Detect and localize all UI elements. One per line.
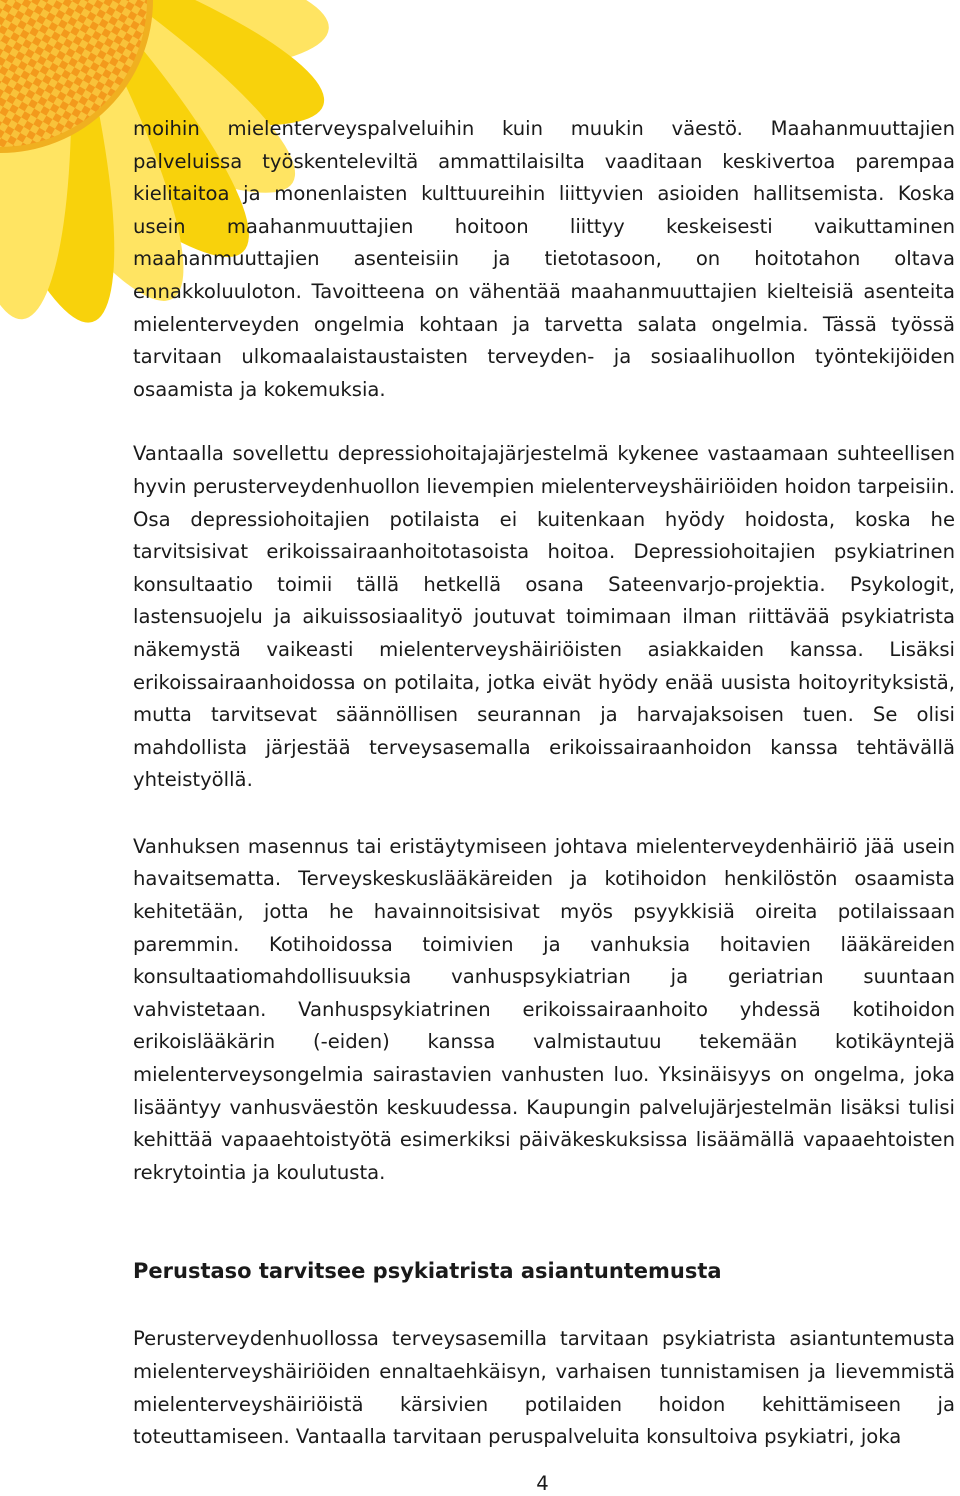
paragraph-basic-level: Perusterveydenhuollossa terveysasemilla tarvitaan psykiatrista asiantuntemusta mielenterveyshäiriöiden ennaltaehkäisyn, varhaisen tunnistamisen ja lievemmistä mielenterveyshäiriöistä kärsivien potilaiden hoidon kehittämiseen ja toteuttamiseen. Vantaalla tarvitaan peruspalveluita konsultoiva psykiatri, joka (133, 1327, 955, 1449)
page-number: 4 (536, 1472, 549, 1495)
page-content (133, 113, 955, 1454)
paragraph-elderly: Vanhuksen masennus tai eristäytymiseen johtava mielenterveydenhäiriö jää usein havaitsematta. Terveyskeskuslääkäreiden ja kotihoidon henkilöstön osaamista kehitetään, jotta he havainnoitsisivat myös psyykkisiä oireita potilaissaan paremmin. Kotihoidossa toimivien ja vanhuksia hoitavien lääkäreiden konsultaatiomahdollisuuksia vanhuspsykiatrian ja geriatrian suuntaan vahvistetaan. Vanhuspsykiatrinen erikoissairaanhoito yhdessä kotihoidon erikoislääkärin (-eiden) kanssa valmistautuu tekemään kotikäyntejä mielenterveysongelmia sairastavien vanhusten luo. Yksinäisyys on ongelma, joka lisääntyy vanhusväestön keskuudessa. Kaupungin palvelujärjestelmän lisäksi tulisi kehittää vapaaehtoistyötä esimerkiksi päiväkeskuksissa lisäämällä vapaaehtoisten rekrytointia ja koulutusta. (133, 834, 955, 1184)
section-heading: Perustaso tarvitsee psykiatrista asiantuntemusta (133, 1259, 722, 1284)
paragraph-immigrants: moihin mielenterveyspalveluihin kuin muukin väestö. Maahanmuuttajien palveluissa työskenteleviltä ammattilaisilta vaaditaan keskivertoa parempaa kielitaitoa ja monenlaisten kulttuureihin liittyvien asioiden hallitsemista. Koska usein maahanmuuttajien hoitoon liittyy keskeisesti vaikuttaminen maahanmuuttajien asenteisiin ja tietotasoon, on hoitotahon oltava ennakkoluuloton. Tavoitteena on vähentää maahanmuuttajien kielteisiä asenteita mielenterveyden ongelmia kohtaan ja tarvetta salata ongelmia. Tässä työssä tarvitaan ulkomaalaistaustaisten terveyden- ja sosiaalihuollon työntekijöiden osaamista ja kokemuksia. (133, 117, 955, 401)
paragraph-depression-nurses: Vantaalla sovellettu depressiohoitajajärjestelmä kykenee vastaamaan suhteellisen hyvin perusterveydenhuollon lievempien mielenterveyshäiriöiden hoidon tarpeisiin. Osa depressiohoitajien potilaista ei kuitenkaan hyödy hoidosta, koska he tarvitsisivat erikoissairaanhoitotasoista hoitoa. Depressiohoitajien psykiatrinen konsultaatio toimii tällä hetkellä osana Sateenvarjo-projektia. Psykologit, lastensuojelu ja aikuissosiaalityö joutuvat toimimaan ilman riittävää psykiatrista näkemystä vaikeasti mielenterveyshäiriöisten asiakkaiden kanssa. Lisäksi erikoissairaanhoidossa on potilaita, jotka eivät hyödy enää uusista hoitoyrityksistä, mutta tarvitsevat säännöllisen seurannan ja harvajaksoisen tuen. Se olisi mahdollista järjestää terveysasemalla erikoissairaanhoidon kanssa tehtävällä yhteistyöllä. (133, 442, 955, 792)
